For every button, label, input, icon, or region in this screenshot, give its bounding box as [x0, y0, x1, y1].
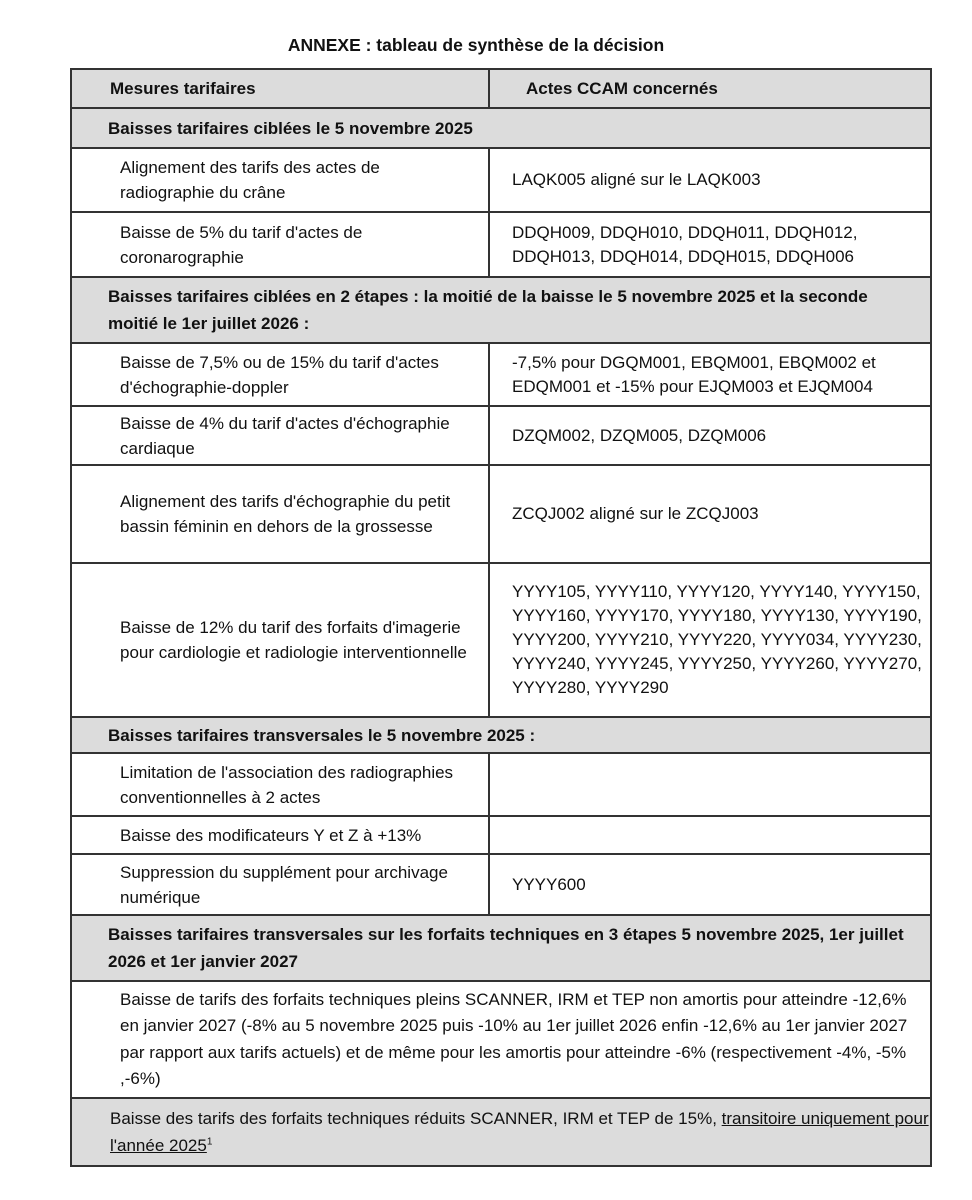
- header-acts: Actes CCAM concernés: [489, 69, 931, 108]
- table-header: [71, 69, 931, 108]
- header-measures: Mesures tarifaires: [71, 69, 489, 108]
- table-row: Limitation de l'association des radiographies conventionnelles à 2 actes: [71, 753, 931, 816]
- section-header: Baisses tarifaires ciblées le 5 novembre 2025: [71, 108, 931, 148]
- section-header: Baisses tarifaires ciblées en 2 étapes : la moitié de la baisse le 5 novembre 2025 et la seconde moitié le 1er juillet 2026 :: [71, 277, 931, 343]
- footnote-marker: 1: [206, 1136, 213, 1148]
- table-row: Baisse de 4% du tarif d'actes d'échographie cardiaque DZQM002, DZQM005, DZQM006: [71, 406, 931, 465]
- summary-table: [70, 68, 932, 1167]
- page-title: ANNEXE : tableau de synthèse de la décision: [287, 35, 665, 55]
- table-row: Baisse de 12% du tarif des forfaits d'imagerie pour cardiologie et radiologie interventionnelle YYYY105, YYYY110, YYYY120, YYYY140, YYYY150, YYYY160, YYYY170, YYYY180, YYYY130, YYYY190, YYYY200, YYYY210, YYYY220, YYYY034, YYYY230, YYYY240, YYYY245, YYYY250, YYYY260, YYYY270, YYYY280, YYYY290: [71, 563, 931, 717]
- table-row: Baisse de 5% du tarif d'actes de coronarographie DDQH009, DDQH010, DDQH011, DDQH012, DDQH013, DDQH014, DDQH015, DDQH006: [71, 212, 931, 277]
- table-row: Alignement des tarifs d'échographie du petit bassin féminin en dehors de la grossesse ZCQJ002 aligné sur le ZCQJ003: [71, 465, 931, 563]
- last-row-text: Baisse des tarifs des forfaits techniques réduits SCANNER, IRM et TEP de 15%,: [110, 1109, 722, 1128]
- section-header: Baisses tarifaires transversales sur les forfaits techniques en 3 étapes 5 novembre 2025, 1er juillet 2026 et 1er janvier 2027: [71, 915, 931, 981]
- table-row: Baisse des modificateurs Y et Z à +13%: [71, 816, 931, 854]
- table-row: Baisse de tarifs des forfaits techniques pleins SCANNER, IRM et TEP non amortis pour atteindre -12,6% en janvier 2027 (-8% au 5 novembre 2025 puis -10% au 1er juillet 2026 enfin -12,6% au 1er janvier 2027 par rapport aux tarifs actuels) et de même pour les amortis pour atteindre -6% (respectivement -4%, -5% ,-6%): [71, 981, 931, 1098]
- table-row-last: [71, 1098, 931, 1166]
- table-row: Alignement des tarifs des actes de radiographie du crâne LAQK005 aligné sur le LAQK003: [71, 148, 931, 212]
- table-row: Suppression du supplément pour archivage numérique YYYY600: [71, 854, 931, 915]
- last-row-underlined: transitoire uniquement pour l'année 2025: [110, 1109, 929, 1155]
- table-row: Baisse de 7,5% ou de 15% du tarif d'actes d'échographie-doppler -7,5% pour DGQM001, EBQM001, EBQM002 et EDQM001 et -15% pour EJQM003 et EJQM004: [71, 343, 931, 406]
- section-header: Baisses tarifaires transversales le 5 novembre 2025 :: [71, 717, 931, 753]
